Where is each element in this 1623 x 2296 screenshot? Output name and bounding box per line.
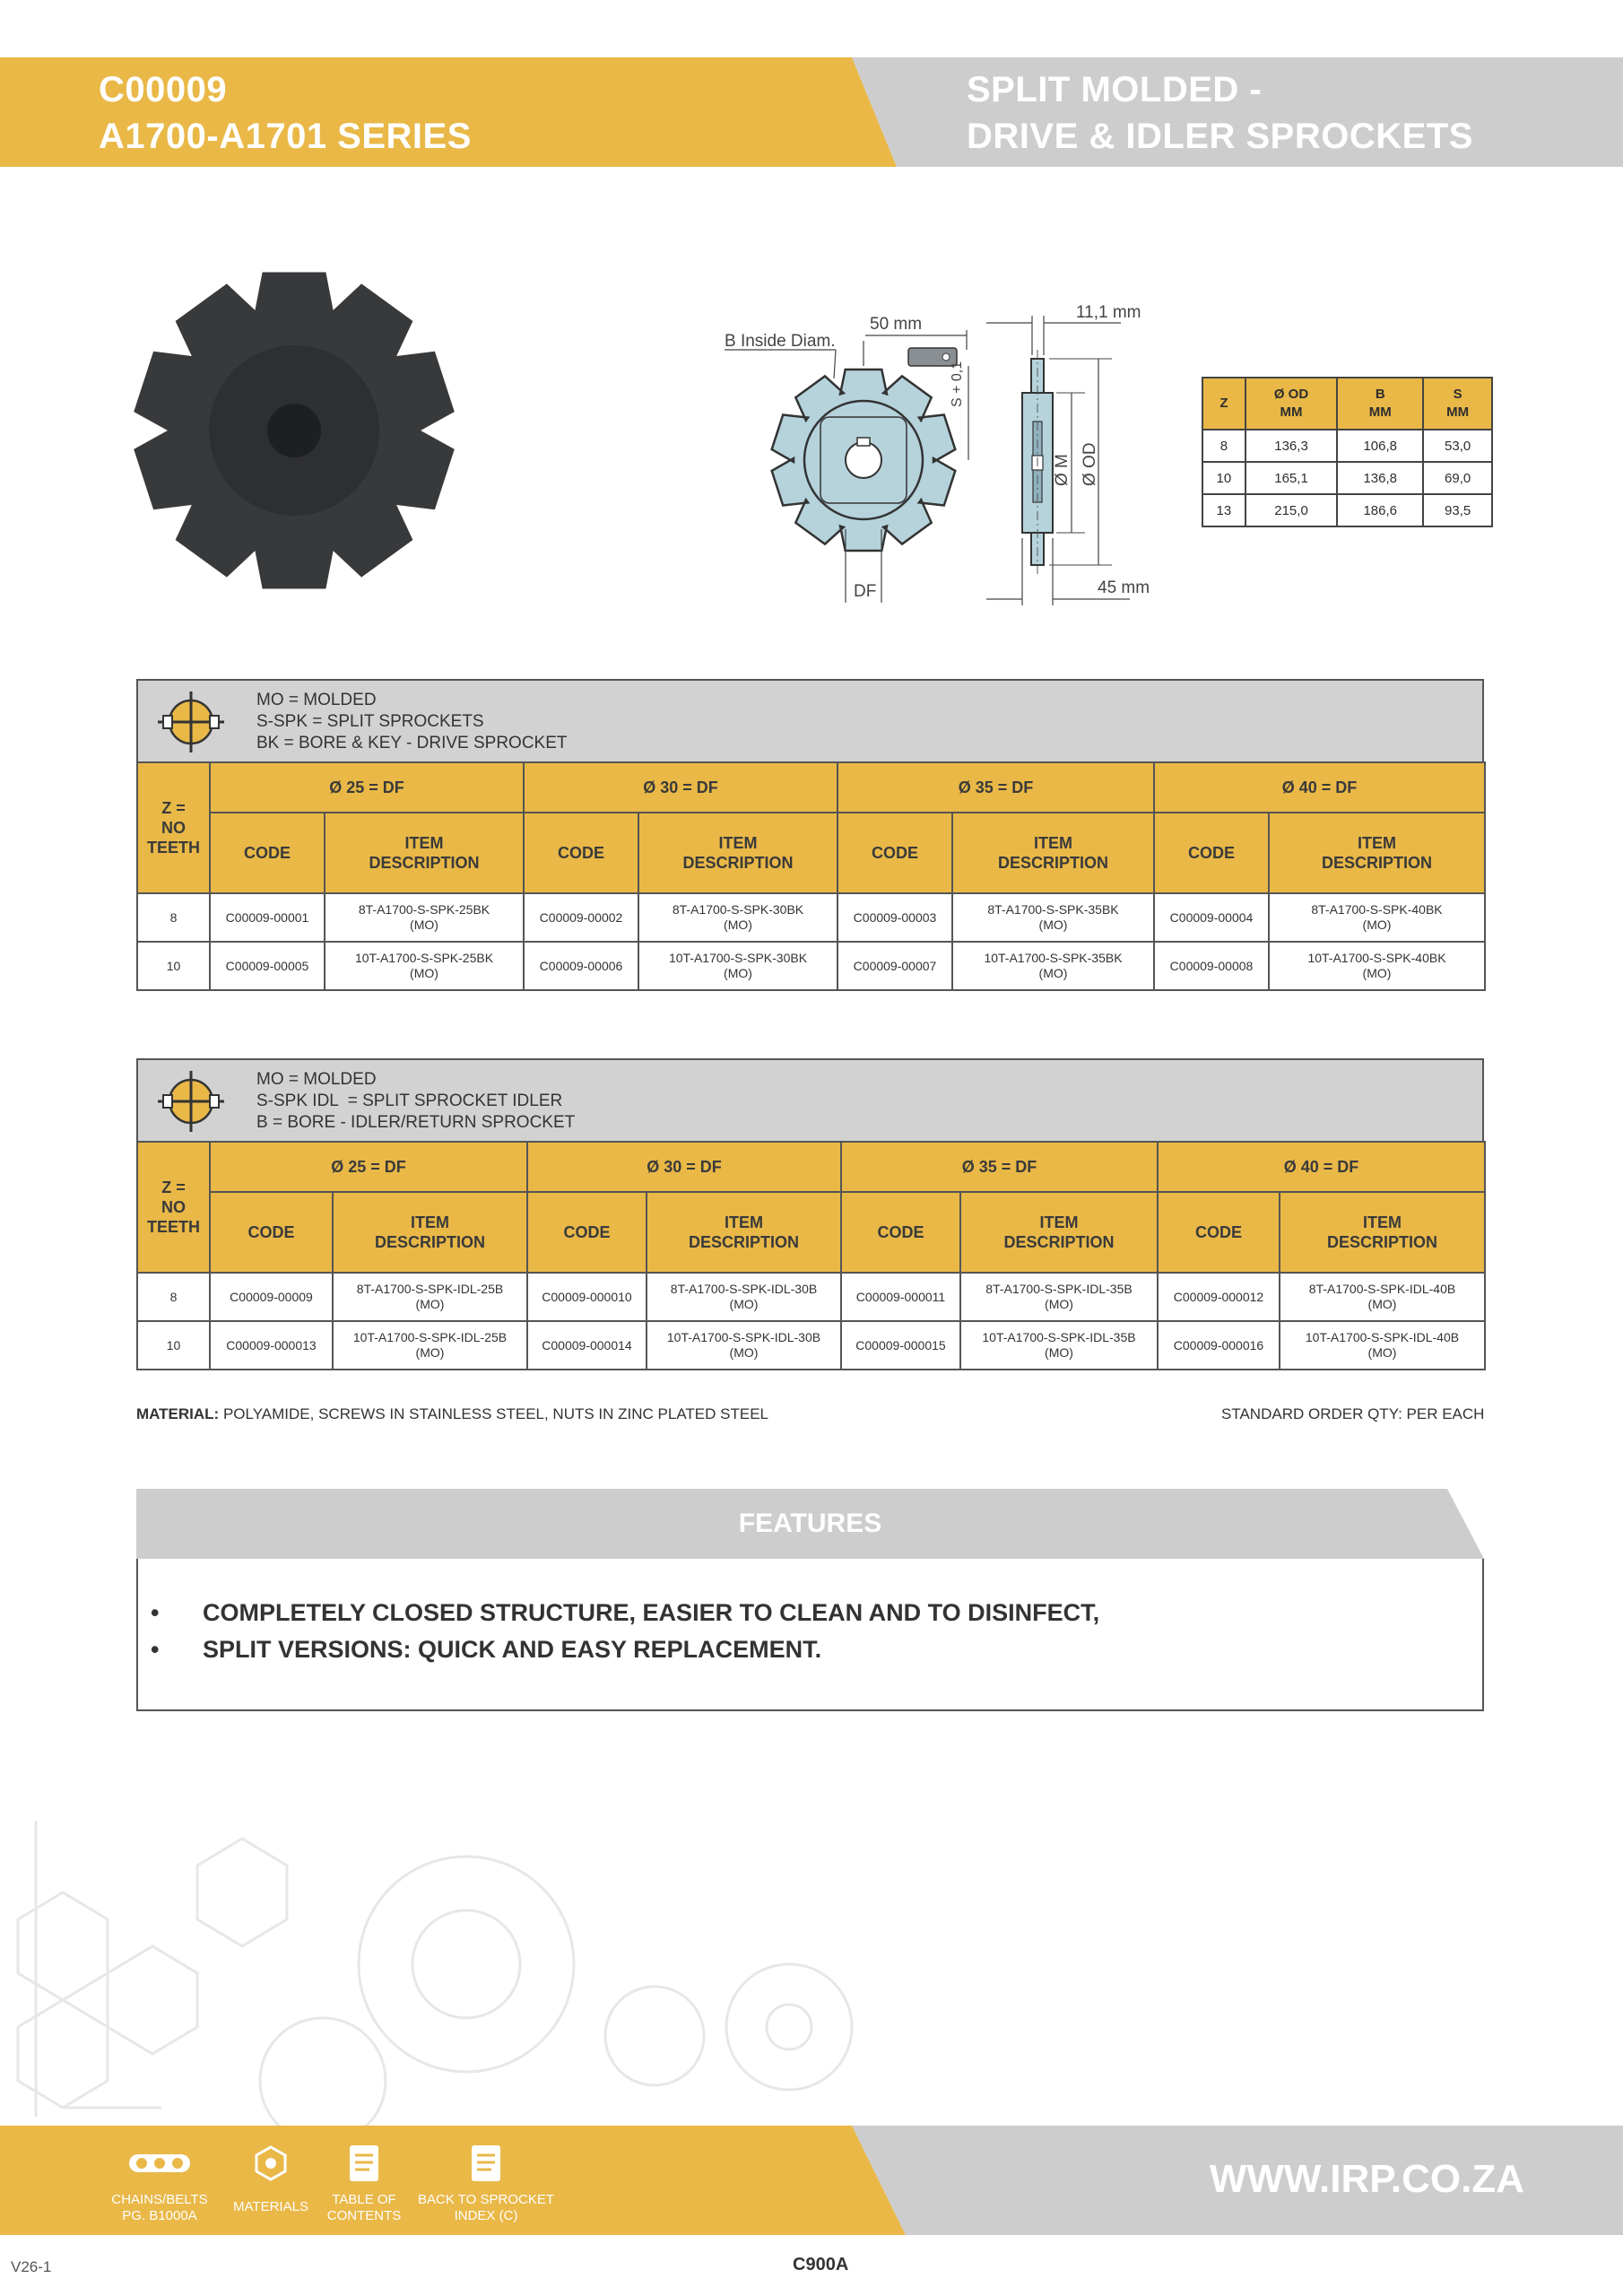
group-header: Ø 40 = DF <box>1154 762 1485 813</box>
table-row <box>1202 494 1492 526</box>
table-cell: 8 <box>1202 430 1245 462</box>
table-cell: 106,8 <box>1337 430 1423 462</box>
idler-legend-header <box>136 1058 1484 1141</box>
description-cell: 10T-A1700-S-SPK-40BK (MO) <box>1269 942 1485 990</box>
description-cell: 8T-A1700-S-SPK-25BK (MO) <box>325 893 524 942</box>
description-header: ITEM DESCRIPTION <box>952 813 1154 893</box>
nav-chains-belts[interactable] <box>106 2135 213 2224</box>
document-icon <box>319 2135 409 2192</box>
materials-icon <box>226 2135 316 2192</box>
code-header: CODE <box>527 1192 647 1273</box>
sprocket-symbol-icon <box>151 1069 231 1134</box>
description-cell: 10T-A1700-S-SPK-IDL-25B (MO) <box>333 1321 527 1370</box>
nav-table-of-contents[interactable] <box>319 2135 409 2224</box>
code-header: CODE <box>210 813 325 893</box>
z-teeth-header: Z = NO TEETH <box>137 762 210 893</box>
nav-label: TABLE OF CONTENTS <box>326 2192 402 2223</box>
product-series: A1700-A1701 SERIES <box>99 117 472 156</box>
list-item: • COMPLETELY CLOSED STRUCTURE, EASIER TO CLEAN AND TO DISINFECT, <box>151 1599 1100 1626</box>
material-text: POLYAMIDE, SCREWS IN STAINLESS STEEL, NUTS IN ZINC PLATED STEEL <box>219 1405 768 1422</box>
table-cell: 136,3 <box>1245 430 1337 462</box>
description-cell: 8T-A1700-S-SPK-40BK (MO) <box>1269 893 1485 942</box>
table-row <box>137 942 1485 990</box>
idler-sprocket-table <box>136 1058 1484 1370</box>
group-header: Ø 30 = DF <box>524 762 838 813</box>
drive-sprocket-table <box>136 679 1484 991</box>
s-dimension-label: S + 0,1 <box>950 361 965 407</box>
description-cell: 8T-A1700-S-SPK-IDL-35B (MO) <box>960 1273 1158 1321</box>
code-cell: C00009-00005 <box>210 942 325 990</box>
table-cell: 136,8 <box>1337 462 1423 494</box>
z-header: Z <box>1202 378 1245 430</box>
dim-50-label: 50 mm <box>870 315 923 334</box>
description-header: ITEM DESCRIPTION <box>325 813 524 893</box>
code-header: CODE <box>841 1192 960 1273</box>
inside-diameter-label: B Inside Diam. <box>725 332 836 351</box>
m-dimension-label: Ø M <box>1053 454 1072 486</box>
features-title: FEATURES <box>738 1509 882 1538</box>
dimensions-header-row <box>1202 378 1492 430</box>
drive-legend-header <box>136 679 1484 761</box>
website-link[interactable]: WWW.IRP.CO.ZA <box>1209 2157 1524 2201</box>
material-note <box>136 1405 768 1423</box>
dimensions-table <box>1202 377 1493 527</box>
drive-legend <box>256 690 568 754</box>
page-number: C900A <box>793 2255 849 2274</box>
description-cell: 8T-A1700-S-SPK-IDL-30B (MO) <box>647 1273 841 1321</box>
table-row <box>137 893 1485 942</box>
legend-line: MO = MOLDED <box>256 691 377 709</box>
table-cell: 13 <box>1202 494 1245 526</box>
list-item: • SPLIT VERSIONS: QUICK AND EASY REPLACEMENT. <box>151 1636 822 1663</box>
nav-label: BACK TO SPROCKET INDEX (C) <box>418 2192 554 2223</box>
description-cell: 10T-A1700-S-SPK-IDL-30B (MO) <box>647 1321 841 1370</box>
od-dimension-label: Ø OD <box>1081 442 1099 486</box>
group-header: Ø 30 = DF <box>527 1142 841 1192</box>
s-header: S MM <box>1423 378 1492 430</box>
table-row <box>1202 430 1492 462</box>
code-cell: C00009-00007 <box>838 942 952 990</box>
features-box <box>136 1559 1484 1711</box>
features-list <box>151 1595 1099 1668</box>
code-cell: C00009-000016 <box>1158 1321 1280 1370</box>
dim-45-label: 45 mm <box>1098 578 1150 597</box>
sprocket-bore <box>267 404 321 457</box>
teeth-cell: 8 <box>137 893 210 942</box>
z-teeth-header: Z = NO TEETH <box>137 1142 210 1273</box>
table-cell: 53,0 <box>1423 430 1492 462</box>
od-header: Ø OD MM <box>1245 378 1337 430</box>
group-header: Ø 25 = DF <box>210 762 524 813</box>
document-icon <box>414 2135 558 2192</box>
teeth-cell: 10 <box>137 942 210 990</box>
product-code: C00009 <box>99 70 228 109</box>
description-cell: 10T-A1700-S-SPK-IDL-40B (MO) <box>1280 1321 1485 1370</box>
bore-hole <box>846 442 881 478</box>
code-header: CODE <box>1158 1192 1280 1273</box>
description-header: ITEM DESCRIPTION <box>638 813 838 893</box>
legend-line: S-SPK = SPLIT SPROCKETS <box>256 712 484 731</box>
sprocket-photo <box>126 188 457 655</box>
description-cell: 10T-A1700-S-SPK-30BK (MO) <box>638 942 838 990</box>
description-header: ITEM DESCRIPTION <box>333 1192 527 1273</box>
group-header: Ø 40 = DF <box>1158 1142 1485 1192</box>
product-code-block <box>99 66 472 160</box>
teeth-cell: 8 <box>137 1273 210 1321</box>
code-cell: C00009-000011 <box>841 1273 960 1321</box>
description-header: ITEM DESCRIPTION <box>1269 813 1485 893</box>
code-cell: C00009-000013 <box>210 1321 333 1370</box>
code-cell: C00009-000015 <box>841 1321 960 1370</box>
table-row <box>137 1321 1485 1370</box>
code-cell: C00009-00001 <box>210 893 325 942</box>
code-cell: C00009-000012 <box>1158 1273 1280 1321</box>
description-header: ITEM DESCRIPTION <box>960 1192 1158 1273</box>
feature-text: SPLIT VERSIONS: QUICK AND EASY REPLACEMENT. <box>203 1636 822 1663</box>
legend-line: B = BORE - IDLER/RETURN SPROCKET <box>256 1113 576 1132</box>
code-header: CODE <box>1154 813 1269 893</box>
legend-line: S-SPK IDL = SPLIT SPROCKET IDLER <box>256 1091 563 1110</box>
legend-line: BK = BORE & KEY - DRIVE SPROCKET <box>256 734 568 752</box>
description-cell: 10T-A1700-S-SPK-25BK (MO) <box>325 942 524 990</box>
table-row <box>1202 462 1492 494</box>
idler-legend <box>256 1069 575 1134</box>
teeth-cell: 10 <box>137 1321 210 1370</box>
code-cell: C00009-000014 <box>527 1321 647 1370</box>
description-cell: 8T-A1700-S-SPK-30BK (MO) <box>638 893 838 942</box>
product-title-line2: DRIVE & IDLER SPROCKETS <box>967 117 1473 156</box>
product-title-block <box>967 66 1473 160</box>
table-cell: 215,0 <box>1245 494 1337 526</box>
sprocket-symbol-icon <box>151 690 231 754</box>
code-cell: C00009-00004 <box>1154 893 1269 942</box>
order-qty-note: STANDARD ORDER QTY: PER EACH <box>1221 1405 1485 1422</box>
keyway <box>857 438 870 446</box>
df-label: DF <box>854 582 877 601</box>
product-title-line1: SPLIT MOLDED - <box>967 70 1263 109</box>
sprocket-side-view <box>1022 350 1053 574</box>
group-header: Ø 25 = DF <box>210 1142 527 1192</box>
nav-label: CHAINS/BELTS PG. B1000A <box>111 2192 208 2223</box>
chain-belt-icon <box>106 2135 213 2192</box>
table-cell: 69,0 <box>1423 462 1492 494</box>
sprocket-technical-drawing <box>717 296 1184 619</box>
dim-111-label: 11,1 mm <box>1076 303 1141 322</box>
material-label: MATERIAL: <box>136 1405 220 1422</box>
legend-line: MO = MOLDED <box>256 1070 377 1089</box>
background-gears-decoration <box>0 1812 1076 2135</box>
group-header: Ø 35 = DF <box>838 762 1154 813</box>
table-row <box>137 1273 1485 1321</box>
description-cell: 10T-A1700-S-SPK-IDL-35B (MO) <box>960 1321 1158 1370</box>
nav-materials[interactable] <box>226 2135 316 2215</box>
description-cell: 8T-A1700-S-SPK-35BK (MO) <box>952 893 1154 942</box>
description-cell: 10T-A1700-S-SPK-35BK (MO) <box>952 942 1154 990</box>
table-cell: 165,1 <box>1245 462 1337 494</box>
table-cell: 186,6 <box>1337 494 1423 526</box>
description-header: ITEM DESCRIPTION <box>647 1192 841 1273</box>
description-cell: 8T-A1700-S-SPK-IDL-40B (MO) <box>1280 1273 1485 1321</box>
idler-codes-table <box>136 1141 1486 1370</box>
description-cell: 8T-A1700-S-SPK-IDL-25B (MO) <box>333 1273 527 1321</box>
feature-text: COMPLETELY CLOSED STRUCTURE, EASIER TO CLEAN AND TO DISINFECT, <box>203 1599 1100 1626</box>
version-label: V26-1 <box>11 2258 52 2275</box>
code-header: CODE <box>210 1192 333 1273</box>
nav-label: MATERIALS <box>233 2199 308 2214</box>
code-header: CODE <box>524 813 638 893</box>
code-cell: C00009-000010 <box>527 1273 647 1321</box>
drive-codes-table <box>136 761 1486 991</box>
code-cell: C00009-00002 <box>524 893 638 942</box>
table-cell: 10 <box>1202 462 1245 494</box>
group-header: Ø 35 = DF <box>841 1142 1158 1192</box>
b-header: B MM <box>1337 378 1423 430</box>
description-header: ITEM DESCRIPTION <box>1280 1192 1485 1273</box>
code-cell: C00009-00003 <box>838 893 952 942</box>
code-cell: C00009-00006 <box>524 942 638 990</box>
code-header: CODE <box>838 813 952 893</box>
nav-back-to-sprocket-index[interactable] <box>414 2135 558 2224</box>
code-cell: C00009-00008 <box>1154 942 1269 990</box>
table-cell: 93,5 <box>1423 494 1492 526</box>
code-cell: C00009-00009 <box>210 1273 333 1321</box>
